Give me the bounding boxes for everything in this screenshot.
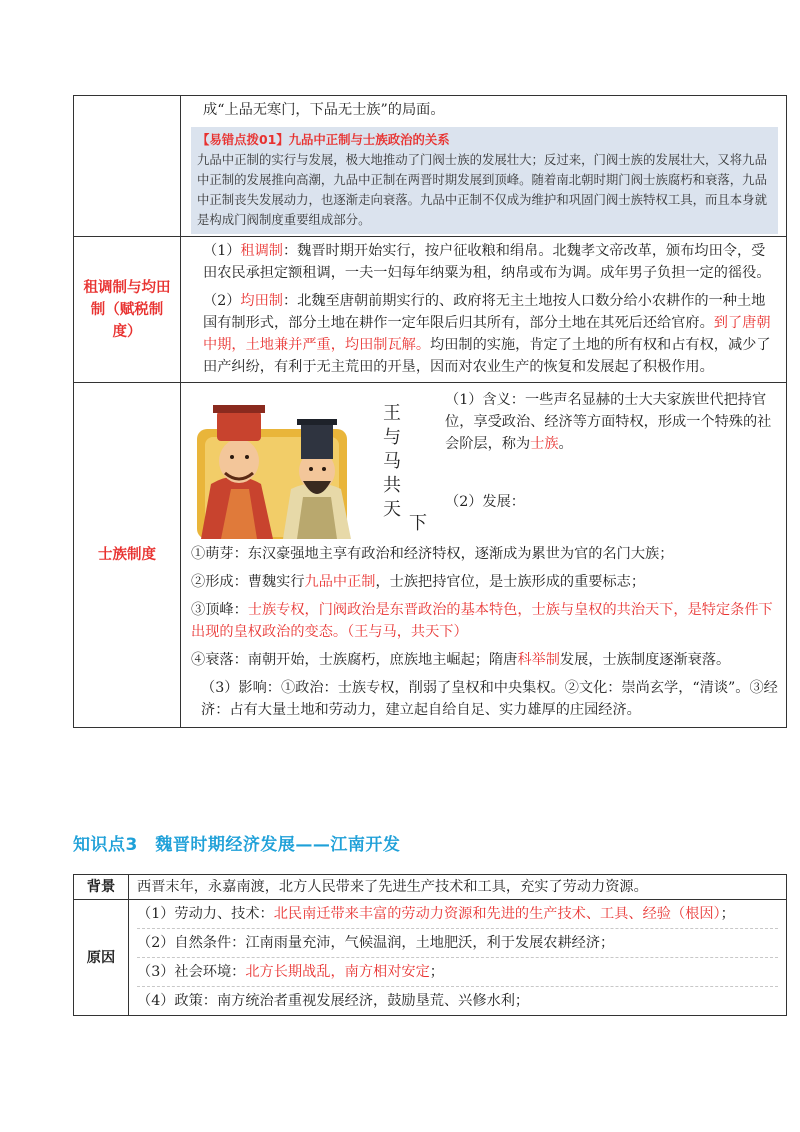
paragraph: 成“上品无寒门，下品无士族”的局面。	[203, 102, 445, 118]
text: 发展，士族制度逐渐衰落。	[559, 652, 731, 668]
content-cell	[181, 383, 787, 728]
text: ；	[429, 964, 444, 980]
highlight: 到了唐朝中期，土地兼并严重，均田制瓦解。	[203, 315, 771, 353]
list-item	[137, 957, 778, 986]
content-cell	[181, 237, 787, 383]
content-cell: 西晋末年，永嘉南渡，北方人民带来了先进生产技术和工具，充实了劳动力资源。	[129, 875, 787, 900]
knowledge-table-2	[73, 874, 787, 1016]
text: ，士族把持官位，是士族形成的重要标志；	[375, 574, 646, 590]
section-heading: 知识点3 魏晋时期经济发展——江南开发	[73, 835, 401, 855]
caption-char: 下	[409, 513, 427, 534]
text: 均田制的实施，肯定了土地的所有权和占有权，减少了田产纠纷，有利于无主荒田的开垦，因而对农业生产的恢复和发展起了积极作用。	[203, 337, 771, 375]
row-label-tax: 租调制与均田制（赋税制度）	[74, 237, 181, 383]
highlight: 士族专权，门阀政治是东晋政治的基本特色，士族与皇权的共治天下，是特定条件下出现的皇权政治的变态。（王与马，共天下）	[191, 602, 773, 640]
empty-label-cell	[74, 96, 181, 237]
term: 九品中正制	[304, 574, 376, 590]
tip-heading: 【易错点拨01】九品中正制与士族政治的关系	[197, 132, 450, 147]
paragraph	[191, 290, 778, 378]
caption-char: 共	[383, 475, 401, 496]
list-item	[137, 900, 778, 928]
caption-char: 王	[383, 403, 401, 424]
paragraph: （3）影响：①政治：士族专权，削弱了皇权和中央集权。②文化：崇尚玄学，“清谈”。③经济：占有大量土地和劳动力，建立起自给自足、实力雄厚的庄园经济。	[201, 680, 778, 718]
text: （3）社会环境：	[137, 964, 246, 980]
table-row	[74, 875, 787, 900]
text: （1）含义：一些声名显赫的士大夫家族世代把持官位，享受政治、经济等方面特权，形成一个特殊的社会阶层，称为	[445, 392, 772, 452]
term: 均田制	[240, 293, 283, 309]
tip-body: 九品中正制的实行与发展，极大地推动了门阀士族的发展壮大；反过来，门阀士族的发展壮大，又将九品中正制的发展推向高潮，九品中正制在两晋时期发展到顶峰。随着南北朝时期门阀士族腐朽和衰落，九品中正制丧失发展动力，也逐渐走向衰落。九品中正制不仅成为维护和巩固门阀士族特权工具，而且本身就是构成门阀制度重要组成部分。	[197, 152, 767, 227]
item-number: （2）	[203, 293, 241, 309]
paragraph	[191, 599, 778, 643]
caption-char: 马	[383, 451, 401, 472]
row-label-background: 背景	[74, 875, 129, 900]
table-row	[74, 96, 787, 237]
text: ④衰落：南朝开始，士族腐朽，庶族地主崛起；隋唐	[191, 652, 518, 668]
highlight: 北方长期战乱，南方相对安定	[245, 964, 430, 980]
row-label-reason: 原因	[74, 900, 129, 1016]
caption-char: 与	[383, 427, 401, 448]
text: （1）劳动力、技术：	[137, 906, 274, 922]
table-row	[74, 383, 787, 728]
knowledge-table-1	[73, 95, 787, 728]
caption-char: 天	[383, 499, 401, 520]
table-row	[74, 237, 787, 383]
row-label-shizu: 士族制度	[74, 383, 181, 728]
paragraph	[191, 240, 778, 284]
paragraph	[191, 571, 778, 593]
text: ：魏晋时期开始实行，按户征收粮和绢帛。北魏孝文帝改革，颁布均田令，受田农民承担定额租调，一夫一妇每年纳粟为租，纳帛或布为调。成年男子负担一定的徭役。	[203, 243, 771, 281]
paragraph	[191, 649, 778, 671]
table-row	[74, 900, 787, 1016]
content-cell	[181, 96, 787, 237]
text: ③顶峰：	[191, 602, 248, 618]
illustration	[191, 389, 435, 539]
term: 士族	[530, 436, 559, 452]
term: 租调制	[240, 243, 283, 259]
list-item: （4）政策：南方统治者重视发展经济，鼓励垦荒、兴修水利；	[137, 986, 778, 1015]
two-figures-illustration	[191, 389, 435, 539]
list-item: （2）自然条件：江南雨量充沛，气候温润，土地肥沃，利于发展农耕经济；	[137, 928, 778, 957]
text: ；	[720, 906, 735, 922]
tip-box	[191, 127, 778, 234]
highlight: 北民南迁带来丰富的劳动力资源和先进的生产技术、工具、经验（根因）	[273, 906, 721, 922]
term: 科举制	[517, 652, 560, 668]
item-number: （1）	[203, 243, 241, 259]
paragraph: （2）发展：	[445, 494, 525, 510]
text: ：北魏至唐朝前期实行的、政府将无主土地按人口数分给小农耕作的一种土地国有制形式，部分土地在耕作一定年限后归其所有，部分土地在其死后还给官府。	[203, 293, 766, 331]
text: 。	[558, 436, 573, 452]
paragraph: ①萌芽：东汉豪强地主享有政治和经济特权，逐渐成为累世为官的名门大族；	[191, 546, 674, 562]
content-cell	[129, 900, 787, 1016]
text: ②形成：曹魏实行	[191, 574, 305, 590]
